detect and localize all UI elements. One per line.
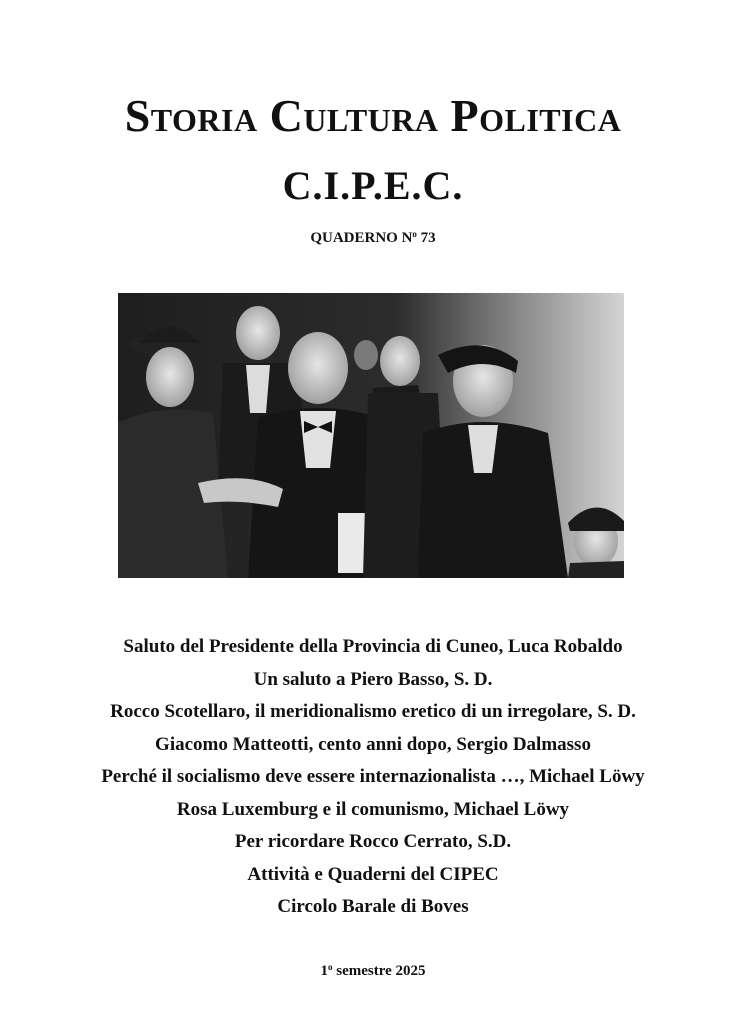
semester-number: 1 — [320, 963, 328, 979]
list-item: Saluto del Presidente della Provincia di Cuneo, Luca Robaldo — [123, 636, 623, 657]
list-item: Rosa Luxemburg e il comunismo, Michael Löwy — [176, 798, 570, 820]
list-item: Rocco Scotellaro, il meridionalismo eretico di un irregolare, S. D. — [110, 701, 636, 722]
semester-text: semestre 2025 — [332, 963, 426, 979]
list-item: Per ricordare Rocco Cerrato, S.D. — [234, 831, 512, 852]
organization-name: C.I.P.E.C. — [282, 163, 464, 208]
cover-photo — [118, 293, 624, 578]
semester-label — [0, 961, 746, 981]
list-item: Perché il socialismo deve essere internazionalista …, Michael Löwy — [101, 766, 645, 787]
issue-number: 73 — [416, 230, 436, 246]
list-item: Un saluto a Piero Basso, S. D. — [253, 668, 493, 690]
list-item: Giacomo Matteotti, cento anni dopo, Sergio Dalmasso — [155, 733, 591, 755]
table-of-contents — [0, 631, 746, 924]
issue-prefix: QUADERNO N — [310, 230, 413, 246]
list-item: Circolo Barale di Boves — [277, 896, 469, 917]
cover-title: Storia Cultura Politica — [124, 90, 622, 141]
issue-label — [0, 228, 746, 248]
semester-degree-sign: o — [327, 962, 333, 972]
issue-degree-sign: o — [412, 229, 417, 239]
list-item: Attività e Quaderni del CIPEC — [247, 863, 499, 885]
historical-group-photo-icon — [118, 293, 624, 578]
